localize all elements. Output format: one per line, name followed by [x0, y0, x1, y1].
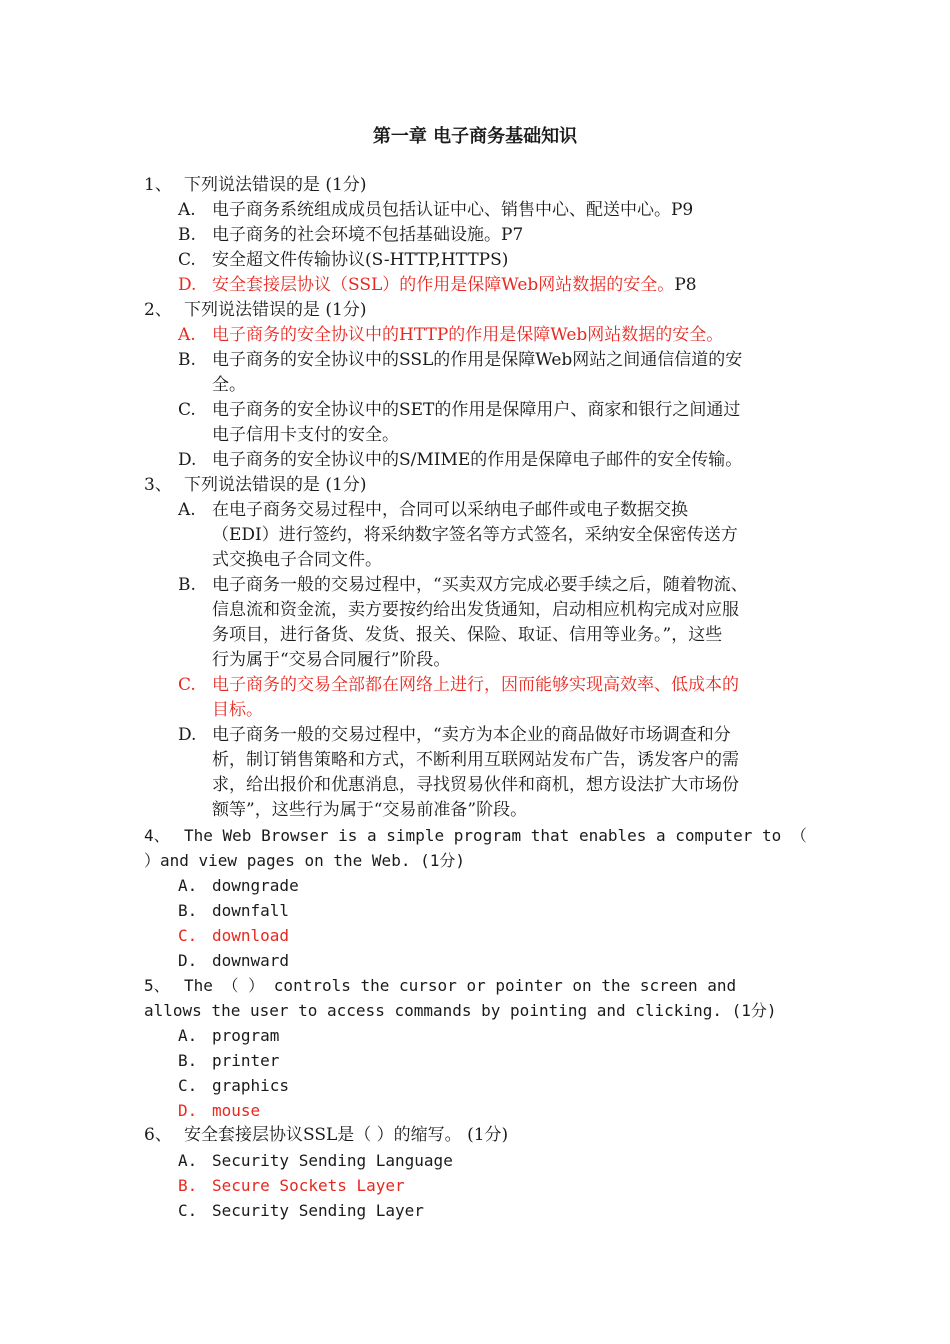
option-letter: A.	[178, 325, 196, 345]
option-letter: A.	[178, 1026, 198, 1045]
option-letter: A.	[178, 200, 196, 220]
option-text: printer	[212, 1051, 280, 1070]
option-d	[144, 948, 814, 973]
option-text: 电子商务一般的交易过程中，“卖方为本企业的商品做好市场调查和分	[212, 725, 731, 745]
option-text: 析，制订销售策略和方式，不断利用互联网站发布广告，诱发客户的需	[212, 750, 739, 770]
option-letter: A.	[178, 876, 198, 895]
option-text: 电子商务一般的交易过程中，“买卖双方完成必要手续之后，随着物流、	[212, 575, 748, 595]
question-stem	[144, 973, 814, 998]
option-letter: C.	[178, 675, 196, 695]
option-c-answer	[144, 673, 814, 698]
question-number: 6、	[144, 1125, 172, 1145]
option-letter: D.	[178, 725, 197, 745]
option-b-continued	[144, 623, 814, 648]
answer-text: mouse	[212, 1101, 261, 1120]
option-text: downgrade	[212, 876, 299, 895]
option-d-continued	[144, 748, 814, 773]
option-text: downward	[212, 951, 290, 970]
option-c-answer	[144, 923, 814, 948]
option-letter: C.	[178, 1076, 198, 1095]
question-text: allows the user to access commands by pointing and clicking. (1分)	[144, 1001, 777, 1020]
option-letter: B.	[178, 901, 198, 920]
question-text: 下列说法错误的是 (1分)	[184, 175, 367, 195]
option-text: （EDI）进行签约，将采纳数字签名等方式签名，采纳安全保密传送方	[212, 525, 738, 545]
answer-text: Secure Sockets Layer	[212, 1176, 405, 1195]
question-number: 2、	[144, 300, 172, 320]
option-text: Security Sending Language	[212, 1151, 453, 1170]
option-b	[144, 573, 814, 598]
option-text: Security Sending Layer	[212, 1201, 424, 1220]
question-stem-continued	[144, 848, 814, 873]
question-stem	[144, 298, 814, 323]
option-a	[144, 198, 814, 223]
option-d-answer	[144, 273, 814, 298]
question-text: The （ ） controls the cursor or pointer on the screen and	[184, 976, 737, 995]
option-d	[144, 448, 814, 473]
option-letter: A.	[178, 500, 196, 520]
answer-text: 电子商务的交易全部都在网络上进行，因而能够实现高效率、低成本的	[212, 675, 739, 695]
option-c-continued	[144, 423, 814, 448]
question-list	[144, 173, 814, 1223]
answer-text: download	[212, 926, 290, 945]
question-text: 下列说法错误的是 (1分)	[184, 300, 367, 320]
answer-text: 电子商务的安全协议中的HTTP的作用是保障Web网站数据的安全。	[212, 325, 724, 345]
option-text: 电子商务的安全协议中的SET的作用是保障用户、商家和银行之间通过	[212, 400, 741, 420]
question-stem	[144, 1123, 814, 1148]
option-text: 电子商务系统组成成员包括认证中心、销售中心、配送中心。P9	[212, 200, 694, 220]
question-stem	[144, 473, 814, 498]
option-a	[144, 1148, 814, 1173]
option-text: 行为属于“交易合同履行”阶段。	[212, 650, 451, 670]
option-c	[144, 1198, 814, 1223]
question-text: The Web Browser is a simple program that enables a computer to （	[184, 826, 807, 845]
question-text: 安全套接层协议SSL是（ ）的缩写。 (1分)	[184, 1125, 509, 1145]
option-a-continued	[144, 523, 814, 548]
question-stem	[144, 173, 814, 198]
option-text: 电子商务的安全协议中的S/MIME的作用是保障电子邮件的安全传输。	[212, 450, 743, 470]
option-letter: B.	[178, 350, 196, 370]
option-letter: B.	[178, 225, 196, 245]
option-letter: C.	[178, 400, 196, 420]
option-b	[144, 898, 814, 923]
question-number: 4、	[144, 826, 170, 845]
option-b-answer	[144, 1173, 814, 1198]
option-letter: D.	[178, 951, 198, 970]
option-text: 式交换电子合同文件。	[212, 550, 382, 570]
option-letter: B.	[178, 575, 196, 595]
option-text: graphics	[212, 1076, 290, 1095]
option-a	[144, 498, 814, 523]
option-text: 在电子商务交易过程中，合同可以采纳电子邮件或电子数据交换	[212, 500, 688, 520]
answer-text: 目标。	[212, 700, 263, 720]
page-reference: P8	[674, 275, 697, 295]
option-a-answer	[144, 323, 814, 348]
option-letter: C.	[178, 1201, 198, 1220]
question-stem-continued	[144, 998, 814, 1023]
option-c	[144, 1073, 814, 1098]
option-text: 信息流和资金流，卖方要按约给出发货通知，启动相应机构完成对应服	[212, 600, 739, 620]
option-c-answer-continued	[144, 698, 814, 723]
option-a-continued	[144, 548, 814, 573]
option-text: 务项目，进行备货、发货、报关、保险、取证、信用等业务。”，这些	[212, 625, 723, 645]
option-text: 安全超文件传输协议(S-HTTP,HTTPS)	[212, 250, 509, 270]
option-text: 额等”，这些行为属于“交易前准备”阶段。	[212, 800, 528, 820]
option-b	[144, 223, 814, 248]
option-c	[144, 398, 814, 423]
option-letter: C.	[178, 926, 198, 945]
option-text: 求，给出报价和优惠消息，寻找贸易伙伴和商机，想方设法扩大市场份	[212, 775, 739, 795]
answer-text: 安全套接层协议（SSL）的作用是保障Web网站数据的安全。	[212, 275, 675, 295]
option-letter: B.	[178, 1176, 198, 1195]
option-letter: A.	[178, 1151, 198, 1170]
option-b-continued	[144, 373, 814, 398]
option-c	[144, 248, 814, 273]
option-text: downfall	[212, 901, 290, 920]
question-number: 1、	[144, 175, 172, 195]
option-d-answer	[144, 1098, 814, 1123]
option-letter: D.	[178, 1101, 198, 1120]
option-text: program	[212, 1026, 280, 1045]
question-stem	[144, 823, 814, 848]
option-letter: D.	[178, 275, 197, 295]
option-text: 电子信用卡支付的安全。	[212, 425, 399, 445]
option-d-continued	[144, 798, 814, 823]
option-text: 全。	[212, 375, 246, 395]
option-d	[144, 723, 814, 748]
option-d-continued	[144, 773, 814, 798]
option-b-continued	[144, 598, 814, 623]
question-number: 5、	[144, 976, 170, 995]
option-b	[144, 1048, 814, 1073]
option-a	[144, 1023, 814, 1048]
option-letter: B.	[178, 1051, 198, 1070]
option-text: 电子商务的安全协议中的SSL的作用是保障Web网站之间通信信道的安	[212, 350, 743, 370]
question-text: ）and view pages on the Web. (1分)	[144, 851, 465, 870]
option-b	[144, 348, 814, 373]
option-letter: C.	[178, 250, 196, 270]
option-text: 电子商务的社会环境不包括基础设施。P7	[212, 225, 524, 245]
option-letter: D.	[178, 450, 197, 470]
option-b-continued	[144, 648, 814, 673]
option-a	[144, 873, 814, 898]
question-text: 下列说法错误的是 (1分)	[184, 475, 367, 495]
question-number: 3、	[144, 475, 172, 495]
chapter-title: 第一章 电子商务基础知识	[372, 126, 578, 147]
